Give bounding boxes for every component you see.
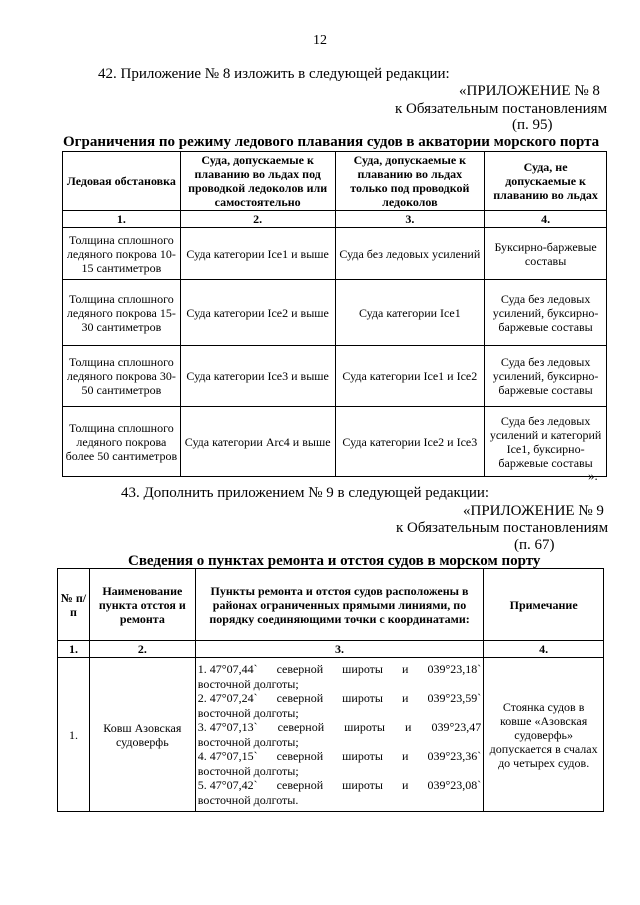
- repair-table-title: Сведения о пунктах ремонта и отстоя судов в морском порту: [128, 553, 541, 569]
- header-coordinates: Пункты ремонта и отстоя судов расположены в районах ограниченных прямыми линиями, по порядку соединяющими точки с координатами:: [195, 569, 484, 641]
- cell-allowed: Суда категории Ice3 и выше: [180, 346, 335, 407]
- cell-not-allowed: Суда без ледовых усилений и категорий Ice1, буксирно-баржевые составы: [485, 407, 607, 477]
- cell-point-name: Ковш Азовская судоверфь: [89, 658, 195, 812]
- coord-longitude-label: восточной долготы;: [197, 734, 299, 749]
- ice-restrictions-table: [62, 151, 607, 477]
- appendix-9-ref: к Обязательным постановлениям: [396, 520, 609, 536]
- col-number: 4.: [485, 211, 607, 228]
- cell-escort: Суда категории Ice2 и Ice3: [335, 407, 485, 477]
- col-number: 2.: [180, 211, 335, 228]
- repair-points-table: [57, 568, 604, 812]
- table-row: [63, 407, 607, 477]
- section-42-intro: 42. Приложение № 8 изложить в следующей редакции:: [98, 66, 450, 82]
- appendix-8-ref: к Обязательным постановлениям: [395, 101, 608, 117]
- header-point-name: Наименование пункта отстоя и ремонта: [89, 569, 195, 641]
- ice-table-header-row: [63, 152, 607, 211]
- cell-coordinates: [195, 658, 484, 812]
- table-row: [63, 346, 607, 407]
- coord-longitude-label: восточной долготы;: [197, 763, 299, 778]
- repair-table-number-row: [58, 641, 604, 658]
- ice-table-number-row: [63, 211, 607, 228]
- page-number: 12: [313, 33, 327, 48]
- header-ships-allowed-escort-or-independent: Суда, допускаемые к плаванию во льдах под проводкой ледоколов или самостоятельно: [180, 152, 335, 211]
- col-number: 3.: [335, 211, 485, 228]
- coord-line: 3. 47°07,13` северной широты и 039°23,47: [197, 720, 482, 734]
- cell-allowed: Суда категории Ice1 и выше: [180, 228, 335, 280]
- coord-longitude-label: восточной долготы;: [197, 705, 299, 720]
- cell-ice: Толщина сплошного ледяного покрова более 50 сантиметров: [63, 407, 181, 477]
- cell-escort: Суда категории Ice1: [335, 280, 485, 346]
- appendix-9-title: «ПРИЛОЖЕНИЕ № 9: [463, 503, 604, 519]
- col-number: 1.: [63, 211, 181, 228]
- col-number: 2.: [89, 641, 195, 658]
- cell-escort: Суда без ледовых усилений: [335, 228, 485, 280]
- table-row: [63, 280, 607, 346]
- cell-allowed: Суда категории Arc4 и выше: [180, 407, 335, 477]
- header-note: Примечание: [484, 569, 604, 641]
- col-number: 4.: [484, 641, 604, 658]
- header-ships-not-allowed: Суда, не допускаемые к плаванию во льдах: [485, 152, 607, 211]
- cell-ice: Толщина сплошного ледяного покрова 10-15 сантиметров: [63, 228, 181, 280]
- col-number: 1.: [58, 641, 90, 658]
- section-43-intro: 43. Дополнить приложением № 9 в следующей редакции:: [121, 485, 490, 501]
- cell-escort: Суда категории Ice1 и Ice2: [335, 346, 485, 407]
- appendix-8-title: «ПРИЛОЖЕНИЕ № 8: [459, 83, 600, 99]
- coord-line: 1. 47°07,44` северной широты и 039°23,18`: [197, 662, 482, 676]
- cell-not-allowed: Суда без ледовых усилений, буксирно-баржевые составы: [485, 280, 607, 346]
- appendix-9-clause: (п. 67): [514, 537, 555, 553]
- coord-line: 5. 47°07,42` северной широты и 039°23,08`: [197, 778, 482, 792]
- header-number: № п/п: [58, 569, 90, 641]
- coord-longitude-label: восточной долготы.: [197, 792, 299, 807]
- cell-not-allowed: Буксирно-баржевые составы: [485, 228, 607, 280]
- cell-ice: Толщина сплошного ледяного покрова 30-50 сантиметров: [63, 346, 181, 407]
- cell-not-allowed: Суда без ледовых усилений, буксирно-баржевые составы: [485, 346, 607, 407]
- coord-longitude-label: восточной долготы;: [197, 676, 299, 691]
- repair-table-header-row: [58, 569, 604, 641]
- header-ships-allowed-escort-only: Суда, допускаемые к плаванию во льдах только под проводкой ледоколов: [335, 152, 485, 211]
- appendix-8-clause: (п. 95): [512, 117, 553, 133]
- cell-allowed: Суда категории Ice2 и выше: [180, 280, 335, 346]
- header-ice-conditions: Ледовая обстановка: [63, 152, 181, 211]
- closing-quote: ».: [588, 468, 598, 483]
- coord-line: 4. 47°07,15` северной широты и 039°23,36`: [197, 749, 482, 763]
- ice-table-title: Ограничения по режиму ледового плавания судов в акватории морского порта: [63, 134, 600, 150]
- coord-line: 2. 47°07,24` северной широты и 039°23,59`: [197, 691, 482, 705]
- table-row: [58, 658, 604, 812]
- table-row: [63, 228, 607, 280]
- cell-row-number: 1.: [58, 658, 90, 812]
- col-number: 3.: [195, 641, 484, 658]
- cell-ice: Толщина сплошного ледяного покрова 15-30 сантиметров: [63, 280, 181, 346]
- cell-note: Стоянка судов в ковше «Азовская судоверфь» допускается в счалах до четырех судов.: [484, 658, 604, 812]
